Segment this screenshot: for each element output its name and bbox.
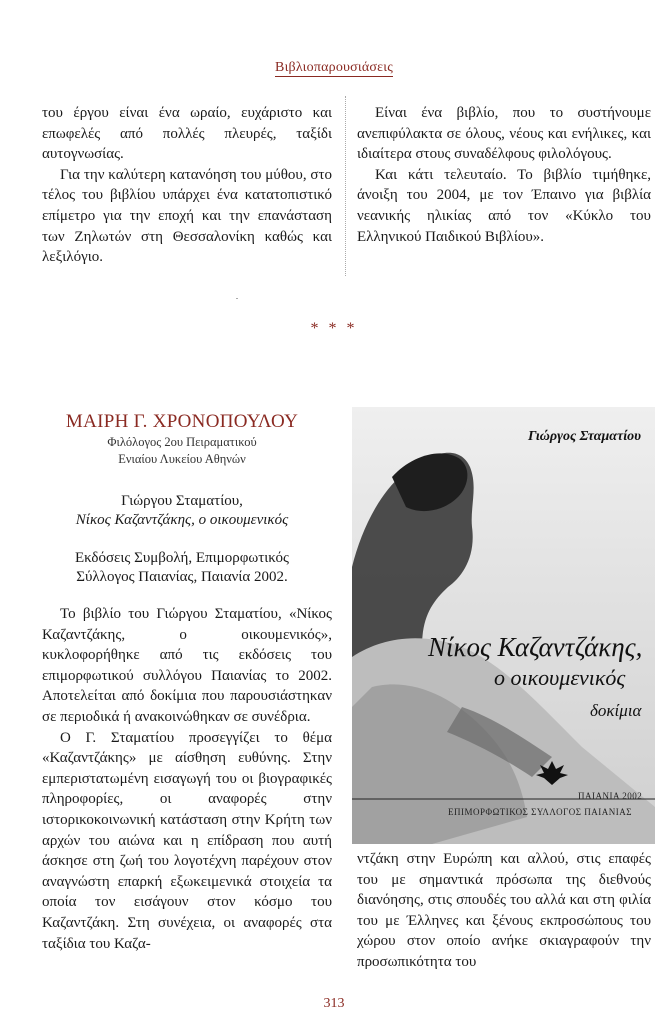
section-separator: * * *	[310, 320, 358, 337]
paragraph: του έργου είναι ένα ωραίο, ευχάριστο και επωφελές από πολλές πλευρές, ταξίδι αυτογνωσίας.	[42, 105, 332, 163]
top-left-column	[42, 103, 332, 268]
page-number: 313	[323, 996, 345, 1011]
cover-title-line-1: Νίκος Καζαντζάκης,	[428, 632, 643, 662]
body-left-column	[42, 604, 332, 954]
publisher-logo-icon	[534, 759, 570, 787]
speck	[236, 298, 238, 299]
author-block	[42, 410, 322, 468]
paragraph: ντζάκη στην Ευρώπη και αλλού, στις επαφές του με σημαντικά πρόσωπα της διεθνούς διανόησης, στις σπουδές του αλλά και στη φιλία του με Έλληνες και ξένους εκπροσώπους του χώρου στον οποίο ανήκε σκιαγραφούν την προσωπικότητα του	[357, 851, 651, 970]
column-divider	[345, 96, 346, 276]
body-right-column	[357, 849, 651, 973]
cover-publisher: ΕΠΙΜΟΡΦΩΤΙΚΟΣ ΣΥΛΛΟΓΟΣ ΠΑΙΑΝΙΑΣ	[448, 807, 632, 817]
top-right-column	[357, 103, 651, 247]
author-name: ΜΑΙΡΗ Γ. ΧΡΟΝΟΠΟΥΛΟΥ	[65, 411, 299, 432]
author-affiliation-1: Φιλόλογος 2ου Πειραματικού	[107, 435, 257, 449]
cover-author: Γιώργος Σταματίου	[527, 429, 641, 444]
paragraph: Για την καλύτερη κατανόηση του μύθου, στο τέλος του βιβλίου υπάρχει ένα κατατοπιστικό επίμετρο για την εποχή και την επανάσταση των Ζηλωτών στη Θεσσαλονίκη καθώς και λεξιλόγιο.	[42, 166, 332, 266]
cover-year: ΠΑΙΑΝΙΑ 2002	[578, 791, 643, 801]
running-header	[0, 58, 668, 76]
publisher-line-1: Εκδόσεις Συμβολή, Επιμορφωτικός	[75, 550, 289, 566]
book-author: Γιώργου Σταματίου,	[121, 493, 243, 509]
publisher-line-2: Σύλλογος Παιανίας, Παιανία 2002.	[76, 569, 288, 585]
paragraph: Το βιβλίο του Γιώργου Σταματίου, «Νίκος Καζαντζάκης, ο οικουμενικός», κυκλοφορήθηκε από τις εκδόσεις του επιμορφωτικού συλλόγου Παιανίας το 2002. Αποτελείται από δοκίμια που παρουσιάστηκαν σε περιοδικά ή ανακοινώθηκαν σε συνέδρια.	[42, 606, 332, 725]
paragraph: Και κάτι τελευταίο. Το βιβλίο τιμήθηκε, άνοιξη του 2004, με τον Έπαινο για βιβλία νεανικής ηλικίας από τον «Κύκλο του Ελληνικού Παιδικού Βιβλίου».	[357, 166, 651, 245]
cover-subtitle: δοκίμια	[590, 701, 642, 720]
paragraph: Ο Γ. Σταματίου προσεγγίζει το θέμα «Καζαντζάκης» με αίσθηση ευθύνης. Στην εμπεριστατωμένη εισαγωγή του οι βιογραφικές πληροφορίες, οι αναφορές στην ιστορικοκοινωνική κατάσταση στην Κρήτη των αρχών του αιώνα και η επίδραση που αυτή άσκησε στη ζωή του λογοτέχνη παρέχουν στον αναγνώστη επαρκή εξωκειμενικά στοιχεία τα οποία τον εισάγουν στον κόσμο του Καζαντζάκη. Στη συνέχεια, οι αναφορές στα ταξίδια του Καζα-	[42, 729, 332, 952]
book-reference	[42, 492, 322, 530]
cover-photo	[352, 407, 655, 844]
section-title: Βιβλιοπαρουσιάσεις	[275, 60, 393, 75]
publisher-info	[42, 549, 322, 587]
author-affiliation-2: Ενιαίου Λυκείου Αθηνών	[118, 452, 246, 466]
cover-title-line-2: ο οικουμενικός	[494, 665, 626, 690]
book-title: Νίκος Καζαντζάκης, ο οικουμενικός	[75, 512, 289, 528]
paragraph: Είναι ένα βιβλίο, που το συστήνουμε ανεπιφύλακτα σε όλους, νέους και ενήλικες, και ιδιαίτερα στους συναδέλφους φιλολόγους.	[357, 105, 651, 163]
book-cover-image	[352, 407, 655, 844]
